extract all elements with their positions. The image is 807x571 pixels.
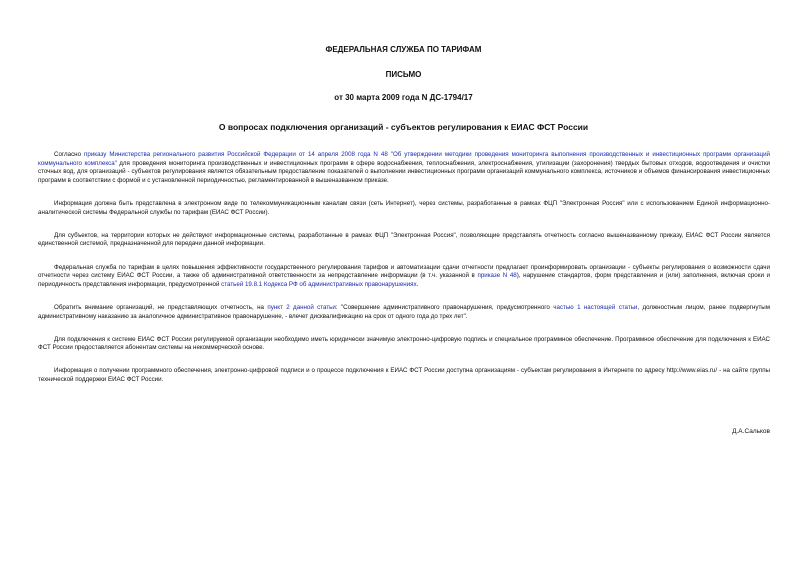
paragraph-text: Для субъектов, на территории которых не действуют информационные системы, разработанные в рамках ФЦП "Электронная Россия", позволяющие представлять отчетность согласно вышеназванному приказу, ЕИАС ФСТ России является единственной системой, предназначенной для передачи данной информации.: [38, 231, 770, 248]
paragraph-text: ), нарушение стандартов, форм представления и (или) заполнения, включая сроки и периодичность представления информации, предусмотренной: [38, 272, 770, 288]
document-subject: О вопросах подключения организаций - субъектов регулирования к ЕИАС ФСТ России: [218, 122, 589, 132]
document-reference-link[interactable]: статьей 19.8.1 Кодекса РФ об административных правонарушениях: [221, 280, 417, 288]
body-paragraph: [38, 336, 770, 353]
signature: Д.А.Сальков: [732, 428, 770, 435]
paragraph-text: Согласно: [54, 151, 85, 158]
document-reference-link[interactable]: пункт 2 данной статьи: [267, 303, 336, 311]
paragraph-text: Информация о получении программного обеспечения, электронно-цифровой подписи и о процессе подключения к ЕИАС ФСТ России доступна организациям - субъектам регулирования в Интернете по адресу http://www.eias.ru/ - на сайте группы технической поддержки ЕИАС ФСТ России.: [38, 367, 770, 384]
document-type: ПИСЬМО: [385, 70, 422, 79]
body-paragraph: [38, 200, 770, 217]
paragraph-text: , должностным лицом, ранее подвергнутым административному наказанию за аналогичное административное правонарушение, - влечет дисквалификацию на срок от одного года до трех лет".: [38, 303, 771, 320]
paragraph-text: Для подключения к системе ЕИАС ФСТ России регулируемой организации необходимо иметь юридически значимую электронно-цифровую подпись и специальное программное обеспечение. Программное обеспечение для подключения к ЕИАС ФСТ России предоставляется абонентам системы на некоммерческой основе.: [38, 335, 770, 352]
paragraph-text: для проведения мониторинга производственных и инвестиционных программ в сфере водоснабжения, теплоснабжения, электроснабжения, утилизации (захоронения) твердых бытовых отходов, водоотведения и очистки сточных вод, для организаций - субъектов регулирования является обязательным предоставление показателей о выполнении инвестиционных программ организаций коммунального комплекса, источников и объемов финансирования инвестиционных программ в соответствии с формой и с установленной периодичностью, регламентированной в вышеназванном приказе.: [38, 159, 770, 184]
body-paragraph: [38, 304, 770, 321]
paragraph-text: : "Совершение административного правонарушения, предусмотренного: [335, 303, 554, 311]
issuing-organization: ФЕДЕРАЛЬНАЯ СЛУЖБА ПО ТАРИФАМ: [325, 45, 482, 54]
paragraph-text: Федеральная служба по тарифам в целях повышения эффективности государственного регулирования тарифов и автоматизации сдачи отчетности предлагает проинформировать организации - субъекты регулирования о возможности сдачи отчетности через систему ЕИАС ФСТ России, а также об административной ответственности за непредставление информации (в т.ч. указанной в: [38, 263, 770, 280]
body-paragraph: [38, 264, 770, 290]
document-reference-link[interactable]: частью 1 настоящей статьи: [553, 303, 638, 311]
document-body: [38, 151, 770, 399]
body-paragraph: [38, 367, 770, 384]
document-reference-link[interactable]: приказу Министерства регионального развития Российской Федерации от 14 апреля 2008 года N 48 "Об утверждении методики проведения мониторинга выполнения производственных и инвестиционных программ организаций коммунального комплекса": [38, 151, 770, 167]
paragraph-text: .: [416, 280, 419, 288]
paragraph-text: Обратить внимание организаций, не представляющих отчетность, на: [54, 303, 268, 311]
paragraph-text: Информация должна быть представлена в электронном виде по телекоммуникационным каналам связи (сеть Интернет), через системы, разработанные в рамках ФЦП "Электронная Россия" или с использованием Единой информационно-аналитической системы Федеральной службы по тарифам (ЕИАС ФСТ России).: [38, 199, 770, 216]
body-paragraph: [38, 151, 770, 185]
body-paragraph: [38, 232, 770, 249]
document-reference-link[interactable]: приказе N 48: [477, 272, 517, 280]
document-date-number: от 30 марта 2009 года N ДС-1794/17: [334, 93, 473, 102]
